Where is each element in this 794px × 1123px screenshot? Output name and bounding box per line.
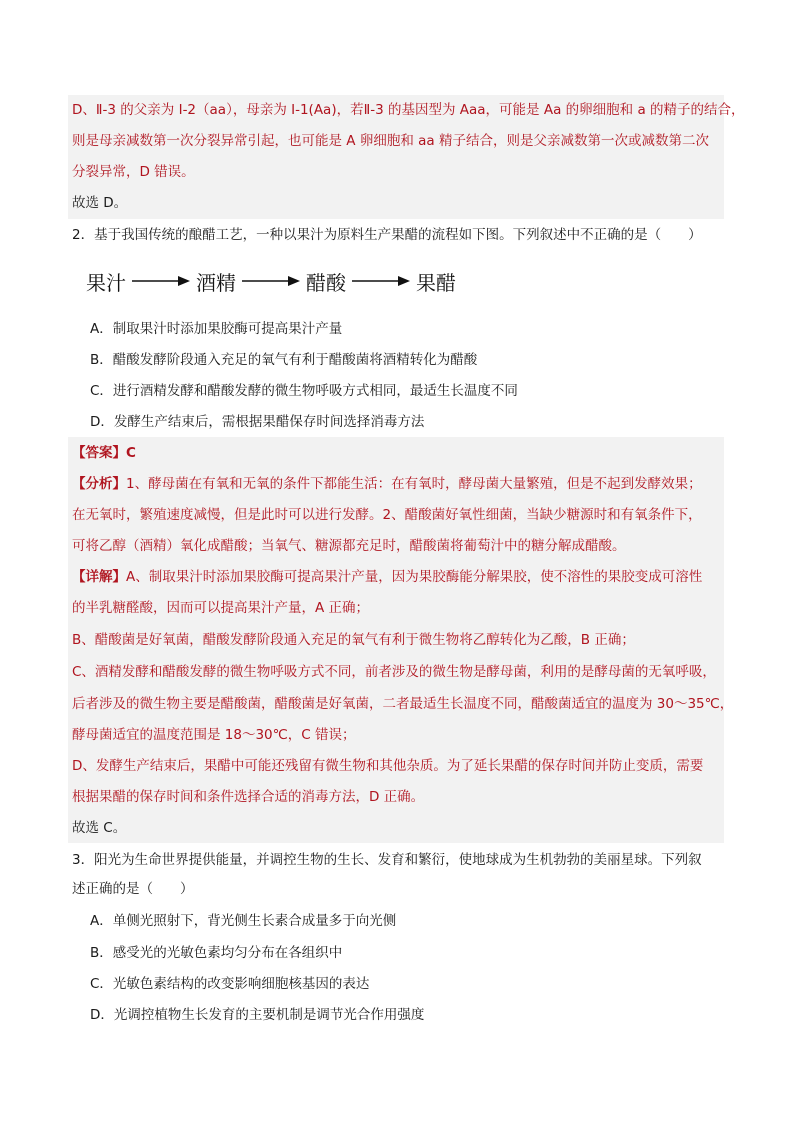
q2-conclusion: 故选 C。	[72, 820, 127, 836]
q2-detail-line-3: B、醋酸菌是好氧菌，醋酸发酵阶段通入充足的氧气有利于微生物将乙醇转化为乙酸，B 正确；	[72, 632, 635, 648]
q2-detail-line-7: D、发酵生产结束后，果醋中可能还残留有微生物和其他杂质。为了延长果醋的保存时间并防止变质，需要	[72, 758, 704, 774]
q2-detail-line-4: C、酒精发酵和醋酸发酵的微生物呼吸方式不同，前者涉及的微生物是酵母菌，利用的是酵母菌的无氧呼吸，	[72, 664, 716, 680]
q2-stem: 2．基于我国传统的酿醋工艺，一种以果汁为原料生产果醋的流程如下图。下列叙述中不正确的是（ ）	[72, 227, 702, 243]
q2-option-b: B．醋酸发酵阶段通入充足的氧气有利于醋酸菌将酒精转化为醋酸	[90, 352, 478, 368]
q2-option-c: C．进行酒精发酵和醋酸发酵的微生物呼吸方式相同，最适生长温度不同	[90, 383, 518, 399]
detail-tag: 【详解】	[72, 569, 126, 585]
analysis-text: 1、酵母菌在有氧和无氧的条件下都能生活：在有氧时，酵母菌大量繁殖，但是不起到发酵效果；	[126, 476, 702, 492]
q2-detail-line-5: 后者涉及的微生物主要是醋酸菌，醋酸菌是好氧菌，二者最适生长温度不同，醋酸菌适宜的温度为 30～35℃，	[72, 696, 734, 712]
flow-step-3: 醋酸	[306, 270, 346, 295]
flow-step-1: 果汁	[86, 270, 126, 295]
q2-detail-line-1	[72, 567, 702, 587]
prev-conclusion: 故选 D。	[72, 195, 128, 211]
answer-tag: 【答案】	[72, 445, 126, 461]
prev-explanation-line-1: D、Ⅱ-3 的父亲为 I-2（aa），母亲为 I-1(Aa)，若Ⅱ-3 的基因型为 Aaa，可能是 Aa 的卵细胞和 a 的精子的结合，	[72, 102, 745, 118]
q3-option-b: B．感受光的光敏色素均匀分布在各组织中	[90, 945, 343, 961]
q2-option-d: D．发酵生产结束后，需根据果醋保存时间选择消毒方法	[90, 414, 425, 430]
q2-answer	[72, 443, 136, 463]
flow-step-4: 果醋	[416, 270, 456, 295]
answer-value: C	[126, 445, 136, 461]
prev-explanation-line-2: 则是母亲减数第一次分裂异常引起，也可能是 A 卵细胞和 aa 精子结合，则是父亲减数第一次或减数第二次	[72, 133, 709, 149]
prev-explanation-line-3: 分裂异常，D 错误。	[72, 164, 195, 180]
q2-analysis-line-1	[72, 474, 702, 494]
flow-step-2: 酒精	[196, 270, 236, 295]
q2-analysis-line-2: 在无氧时，繁殖速度减慢，但是此时可以进行发酵。2、醋酸菌好氧性细菌，当缺少糖源时和有氧条件下，	[72, 507, 702, 523]
q2-option-a: A．制取果汁时添加果胶酶可提高果汁产量	[90, 321, 343, 337]
flow-arrow-icon	[132, 271, 190, 291]
q3-option-d: D．光调控植物生长发育的主要机制是调节光合作用强度	[90, 1007, 425, 1023]
q3-option-a: A．单侧光照射下，背光侧生长素合成量多于向光侧	[90, 913, 397, 929]
flow-arrow-icon	[242, 271, 300, 291]
detail-text: A、制取果汁时添加果胶酶可提高果汁产量，因为果胶酶能分解果胶，使不溶性的果胶变成可溶性	[126, 569, 703, 585]
q2-analysis-line-3: 可将乙醇（酒精）氧化成醋酸；当氧气、糖源都充足时，醋酸菌将葡萄汁中的糖分解成醋酸。	[72, 538, 626, 554]
q3-option-c: C．光敏色素结构的改变影响细胞核基因的表达	[90, 976, 370, 992]
q2-detail-line-8: 根据果醋的保存时间和条件选择合适的消毒方法，D 正确。	[72, 789, 425, 805]
q3-stem-line-1: 3．阳光为生命世界提供能量，并调控生物的生长、发育和繁衍，使地球成为生机勃勃的美丽星球。下列叙	[72, 852, 702, 868]
q2-detail-line-2: 的半乳糖醛酸，因而可以提高果汁产量，A 正确；	[72, 600, 370, 616]
q2-detail-line-6: 酵母菌适宜的温度范围是 18～30℃，C 错误；	[72, 727, 356, 743]
flow-arrow-icon	[352, 271, 410, 291]
analysis-tag: 【分析】	[72, 476, 126, 492]
q3-stem-line-2: 述正确的是（ ）	[72, 881, 194, 897]
q2-flow-diagram	[86, 264, 456, 298]
